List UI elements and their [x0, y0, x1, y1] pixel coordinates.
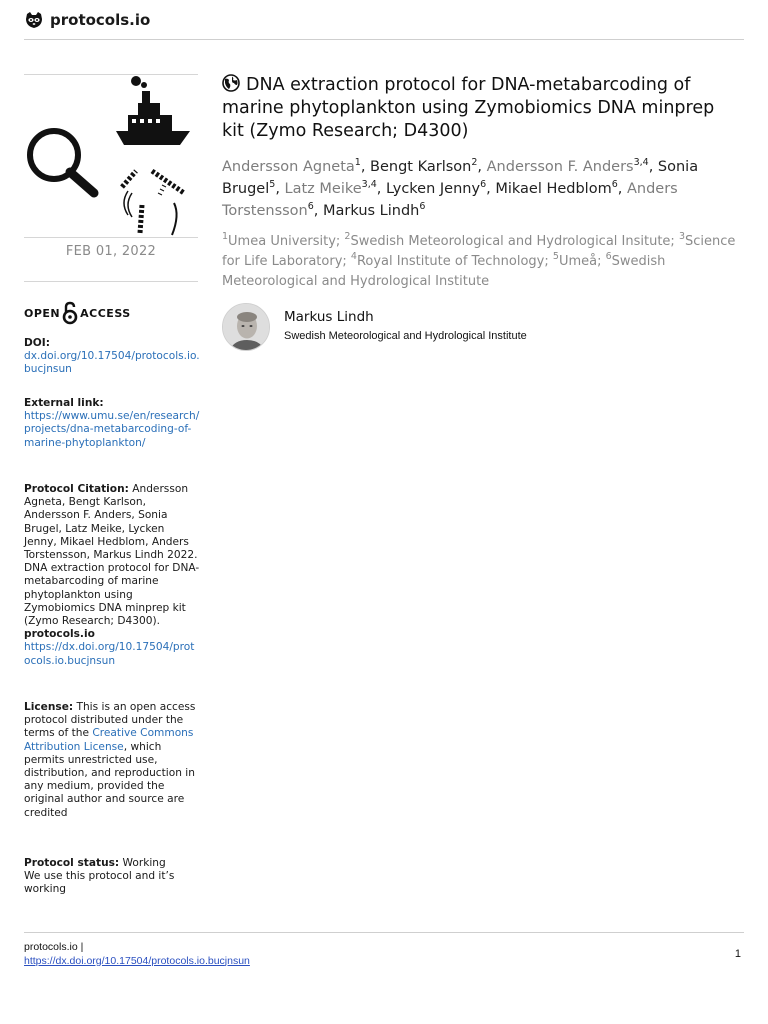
doi-label: DOI: [24, 337, 50, 349]
author-affiliation-marker: 6 [419, 201, 426, 212]
page-number: 1 [734, 948, 741, 960]
creative-commons-link[interactable]: Creative Commons Attribution License [24, 727, 194, 753]
author-affiliation-marker: 6 [307, 201, 314, 212]
author-name[interactable]: Andersson Agneta [222, 159, 355, 175]
open-lock-icon [62, 301, 78, 325]
citation-url-link[interactable]: https://dx.doi.org/10.17504/protocols.io.bucjnsun [24, 641, 195, 667]
corresponding-author [222, 303, 527, 351]
footer-divider [24, 932, 744, 933]
citation-source: protocols.io [24, 628, 95, 641]
author-list: Andersson Agneta$^1$, Bengt Karlson$^2$, Andersson F. Anders$^{3,4}$, Sonia Brugel$^5$, Latz Meike$^{3,4}$, Lycken Jenny$^6$, Mikael Hedblom$^6$, Anders Torstensson$^6$, Markus Lindh$^6$ [222, 157, 699, 219]
author-name[interactable]: Anders Torstensson [222, 181, 678, 219]
author-name[interactable]: Bengt Karlson [370, 159, 472, 175]
affiliation-marker: 2 [344, 231, 351, 242]
globe-icon [222, 74, 240, 92]
open-access-left-label: OPEN [24, 306, 61, 320]
brand-name[interactable]: protocols.io [50, 11, 151, 29]
affiliation-name: Umeå; [558, 254, 602, 269]
author-name[interactable]: Lycken Jenny [386, 181, 481, 197]
affiliation-marker: 6 [605, 251, 612, 262]
date-divider [24, 281, 198, 282]
license-block [24, 701, 200, 820]
author-name[interactable]: Andersson F. Anders [486, 159, 634, 175]
license-label: License: [24, 701, 74, 713]
author-affiliation-marker: 3,4 [361, 179, 377, 190]
avatar[interactable] [222, 303, 270, 351]
license-text-after: , which permits unrestricted use, distribution, and reproduction in any medium, provided the original author and source are credited [24, 740, 195, 819]
status-value: Working [122, 857, 166, 869]
citation-label: Protocol Citation: [24, 483, 129, 495]
author-affiliation-marker: 6 [611, 179, 618, 190]
doi-link[interactable]: dx.doi.org/10.17504/protocols.io.bucjnsun [24, 350, 200, 376]
footer-source: protocols.io | [24, 941, 84, 953]
header-divider [24, 39, 744, 40]
author-name[interactable]: Mikael Hedblom [495, 181, 612, 197]
author-affiliation-marker: 5 [269, 179, 276, 190]
affiliation-name: Royal Institute of Technology; [356, 254, 549, 269]
license-text-before: This is an open access protocol distributed under the terms of the [24, 701, 196, 740]
status-label: Protocol status: [24, 857, 120, 869]
affiliation-name: Swedish Meteorological and Hydrological Institute [222, 254, 666, 289]
page-footer [24, 941, 250, 968]
affiliation-name: Umea University; [228, 234, 341, 249]
author-affiliation-marker: 1 [354, 157, 361, 168]
protocol-cover-image [24, 74, 198, 238]
author-name[interactable]: Latz Meike [284, 181, 362, 197]
protocol-title [222, 74, 732, 143]
open-access-right-label: ACCESS [80, 306, 131, 320]
protocol-status-block [24, 857, 200, 897]
protocol-title-text: DNA extraction protocol for DNA-metabarcoding of marine phytoplankton using Zymobiomics DNA minprep kit (Zymo Research; D4300) [222, 75, 715, 141]
author-affiliation-marker: 2 [471, 157, 478, 168]
contact-name[interactable]: Markus Lindh [284, 309, 374, 325]
doi-block [24, 337, 200, 377]
person-avatar-icon [223, 304, 270, 351]
affiliation-name: Science for Life Laboratory; [222, 234, 736, 269]
affiliation-marker: 3 [678, 231, 685, 242]
external-link-block [24, 397, 200, 450]
site-header [24, 8, 150, 32]
author-name[interactable]: Sonia Brugel [222, 159, 699, 197]
external-link-label: External link: [24, 397, 104, 409]
contact-institution: Swedish Meteorological and Hydrological Institute [284, 330, 527, 342]
raccoon-logo-icon[interactable] [24, 10, 44, 30]
footer-doi-link[interactable]: https://dx.doi.org/10.17504/protocols.io.bucjnsun [24, 954, 250, 967]
status-note: We use this protocol and it’s working [24, 870, 175, 896]
affiliation-marker: 1 [222, 231, 229, 242]
author-affiliation-marker: 3,4 [633, 157, 649, 168]
affiliation-list [222, 232, 742, 292]
author-name[interactable]: Markus Lindh [323, 203, 420, 219]
open-access-badge [24, 301, 131, 325]
affiliation-marker: 5 [552, 251, 559, 262]
citation-text: Andersson Agneta, Bengt Karlson, Andersson F. Anders, Sonia Brugel, Latz Meike, Lycken Jenny, Mikael Hedblom, Anders Torstensson, Markus Lindh 2022. DNA extraction protocol for DNA-metabarcoding of marine phytoplankton using Zymobiomics DNA minprep kit (Zymo Research; D4300). [24, 483, 200, 628]
protocol-citation-block [24, 483, 200, 668]
publication-date: FEB 01, 2022 [65, 244, 157, 259]
external-link[interactable]: https://www.umu.se/en/research/projects/dna-metabarcoding-of-marine-phytoplankton/ [24, 410, 200, 449]
author-affiliation-marker: 6 [480, 179, 487, 190]
protocol-illustration-icon [24, 75, 198, 237]
affiliation-marker: 4 [350, 251, 357, 262]
affiliation-name: Swedish Meteorological and Hydrological Insitute; [350, 234, 675, 249]
